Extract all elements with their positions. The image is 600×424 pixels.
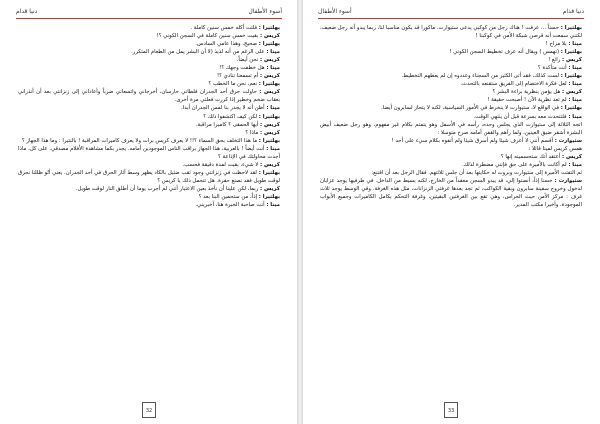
dialogue-line [18,193,280,201]
line-text: لكن كيف اكتشفوا ذلك ؟ [203,113,259,120]
dialogue-line [320,56,582,64]
page-number: 32 [142,402,156,418]
speaker-name: مينا : [266,65,280,72]
dialogue-line [320,80,582,88]
speaker-name: بهلتيرا : [258,25,280,31]
line-text: أظن أنه لا يجدر بنا لمس الجدران أبدا. [181,105,267,112]
speaker-name: كريس : [260,121,280,128]
speaker-name: مينا : [266,49,280,56]
header-divider [318,18,584,19]
dialogue-line [320,96,582,104]
line-text: بلا مزاح ! [545,41,569,48]
dialogue-line [18,88,280,104]
speaker-name: كريس : [259,89,280,96]
line-text: لم تعد نظرية الآن ! أصبحت حقيقة ! [487,97,569,104]
line-text: اتجه الثلاثة إلى ستيوارت الذي يجلس وحده، رأسه في الأسفل وهو يتمتم بكلام غير مفهوم، وهو رجل ضعيف أبيض البشرة أشقر ضيق العينين، ولما رآهم والقفن أمامه صرخ متوسلا : [320,121,582,136]
speaker-name: بهلتيرا : [258,41,280,48]
dialogue-line [320,64,582,72]
speaker-name: كريس : [260,161,280,168]
line-text: ماذا ؟ [245,129,260,136]
page-number: 33 [444,402,458,418]
header-author: دنيا قدام [562,8,584,15]
dialogue-line [320,113,582,121]
dialogue-line [18,48,280,56]
dialogue-line [320,104,582,112]
line-text: أيها الحمقى ؟ كاميرا مراقبة. [195,121,260,128]
line-text: أم تسمعنا تنادي ؟! [216,73,260,80]
dialogue-line [18,201,280,209]
line-text: ما هذا التخلف بحق السماء ؟!! لا يعرف كريس برات ولا يعرف كاميرات المراقبة ! بالنتيرا : وما هذا الجهاز ؟ [21,137,259,144]
speaker-name: مينا : [568,81,582,88]
line-text: بقيت خمس سنين كاملة في السجن الكوني ؟! [156,33,260,40]
speaker-name: بهلتيرا : [560,105,582,112]
line-text: حسناً ... عرفت ! هناك رجل من كوكبي يدعى ستيوارت. ماكورا قد يكون مناسبا لنا، ربما يبدو أنه رجل ضعيف، لكنني سمعت أنه قرصن شبكة الأمن في كوكبنا ! [320,25,582,40]
line-text: في الواقع لا، ستيوارت لا ينخرط في الأمور السياسية، لكنه لا يتحاز لسابرون أيضا. [381,105,561,112]
line-text: أعتقد أنك ستحسمينه إنها ؟ [500,153,562,160]
line-text: فلتت أكله خمس سنين كاملة . [190,25,259,31]
dialogue-line [18,129,280,137]
speaker-name: مينا : [568,161,582,168]
line-text: (تهمس ) ويقال أنه عرف تخطيط السجن الكوني ! [449,49,561,56]
left-page [4,0,294,424]
dialogue-line [320,24,582,40]
narration-line [320,169,582,177]
speaker-name: بهلتيرا : [258,193,280,200]
line-text: همس كريس لمينا قائلا : [528,145,582,152]
line-text: أنت صاحبة الخبرة هنا، أخبريني. [195,202,267,209]
line-text: حاولت حرق أحد الجدران فلطاني حارسان، أخرجاني واتسعاني ضرباً وأعاداني إلى زنزانتي بعد أن أنذراني بعقاب ضخم وخطير إذا كررت فعلتي مرة أخرى. [18,89,280,104]
dialogue-line [320,72,582,80]
narration-line [320,145,582,153]
dialogue-line [18,121,280,129]
speaker-name: كريس : [562,57,582,64]
speaker-name: بهلتيرا : [560,25,582,31]
dialogue-line [18,169,280,185]
speaker-name: بهلتيرا : [560,73,582,80]
dialogue-line [18,185,280,193]
speaker-name: كريس : [260,185,280,192]
speaker-name: مينا : [568,41,582,48]
speaker-name: مينا : [568,97,582,104]
line-text: نعم، نحن ما الخطب ؟ [208,81,259,88]
line-text: لقد لاحظت في زنزانتي وجود ثقب ضئيل بالكاد يظهر وسط آثار الحرق في أحد الجدران. يعني أنّو ظللنا نحرق لوقت طويل فقد نصنع حفرة. هل تتحمل ذلك يا كريس ؟ [18,169,280,184]
book-gutter [297,0,303,424]
speaker-name: بهلتيرا : [258,169,281,176]
line-text: لست كذلك، فقد أتى الكثير من السجناء وعددوه إن لم يعطهم التخطيط. [401,73,561,80]
speaker-name: بهلتيرا : [258,137,280,144]
line-text: لم أكانت بالأميرة على حق فإنني مضطرة لذلك. [461,161,569,168]
dialogue-line [18,104,280,112]
speaker-name: مينا : [266,105,280,112]
line-text: أنت متأكدة ؟ [537,65,569,72]
header-author: دنيا قدام [16,8,38,15]
dialogue-line [320,40,582,48]
speaker-name: كريس : [260,57,280,64]
speaker-name: مينا : [266,202,280,209]
speaker-name: كريس : [562,153,582,160]
page-body-text [18,24,280,390]
dialogue-line [18,80,280,88]
line-text: حسنا إذاً، أنصتوا إلي، قد يبدو السجن معقداً من الخارج، لكنه بسيط من الداخل. في طرفيها يوجد عزابان لدخول وخروج سفينة سابرون وبقية الكواكب، ثم تجد بعدها غرفتي الزنزانات، مثل هذه الغرفة. وفي الوسط يوجد ثلاث غرف : مركز الأمن حيث الحراس، وهي تقع بين الغرفتين البقيتين، وغرفة التحكم بكامل الكاميرات وجميع الأبواب الموجودة، وأخيرا مكتب المدير. [320,177,582,209]
speaker-name: مينا : [568,65,582,72]
dialogue-line [18,64,280,72]
narration-line [320,121,582,137]
speaker-name: كريس : [260,73,280,80]
line-text: هل خطفت وجهك ؟! [219,65,267,72]
line-text: فلتتحدث معه بسرعة قبل أن ينتهي الوقت. [473,113,569,120]
speaker-name: ستيوارت : [554,177,582,184]
speaker-name: بهلتيرا : [560,49,582,56]
dialogue-line [18,137,280,145]
dialogue-line [320,137,582,145]
dialogue-line [18,40,280,48]
dialogue-line [18,113,280,121]
line-text: على الرغم من أنه لذيذ (لا أن البشر يمل من الطعام المتكرر. [131,49,267,56]
running-head [318,6,584,18]
speaker-name: مينا : [568,113,582,120]
dialogue-line [18,161,280,169]
line-text: رائع ! [548,57,562,64]
line-text: إذاً، من ستحمين البنا بعد ؟ [198,193,259,200]
page-body-text [320,24,582,390]
right-page [306,0,596,424]
speaker-name: بهلتيرا : [258,81,280,88]
speaker-name: كريس : [260,129,280,136]
dialogue-line [18,72,280,80]
line-text: لعل فكرة الاختصام إلى الفريق ستقنعه بالتحدث. [460,81,569,88]
dialogue-line [320,161,582,169]
line-text: ثم التفتت الأميرة إلى ستيوارت وبروت له حكايتها بعد أن جلس ثلاثتهم. فقال الرجل بعد أن اقتنع: [371,169,582,176]
speaker-name: مينا : [266,145,280,152]
dialogue-line [18,56,280,64]
header-title: أسوء الأطفال [318,8,352,15]
line-text: نحن أيضاً. [236,57,260,64]
line-text: هل يؤمن بنظرية براءة البشر ؟ [492,89,562,96]
dialogue-line [18,145,280,161]
dialogue-line [320,177,582,209]
speaker-name: بهلتيرا : [258,113,280,120]
speaker-name: كريس : [260,33,280,40]
dialogue-line [320,153,582,161]
line-text: صحيح، وهذا عامي السادس. [195,41,259,48]
line-text: أقسم أنني لا أعرف شيئا ولم أسرق شيئا ولم أتفوه بكلام سيء على أحد ! [391,137,555,144]
header-divider [16,18,282,19]
running-head [16,6,282,18]
header-title: أسوء الأطفال [248,8,282,15]
dialogue-line [320,48,582,56]
line-text: أنت أيضاً ! بالعربية، هذا الجهاز براقب الناس الموجودين أمامه. يجدر بكما مشاهدة الأفلام مصدقي. على كل، ماذا أجدت محاولتك في الإذاعة ؟ [18,145,280,160]
speaker-name: كريس : [562,89,582,96]
dialogue-line [320,88,582,96]
speaker-name: ستيوارت : [554,137,582,144]
dialogue-line [18,32,280,40]
line-text: ربما، لكن علينا أن نأخذ بعين الاعتبار أنني لم أجرب يوما أن أطلق النار لوقت طويل. [75,185,260,192]
line-text: لا شيء، بقيت لمدة دقيقة فحسب. [182,161,260,168]
dialogue-line [18,24,280,32]
